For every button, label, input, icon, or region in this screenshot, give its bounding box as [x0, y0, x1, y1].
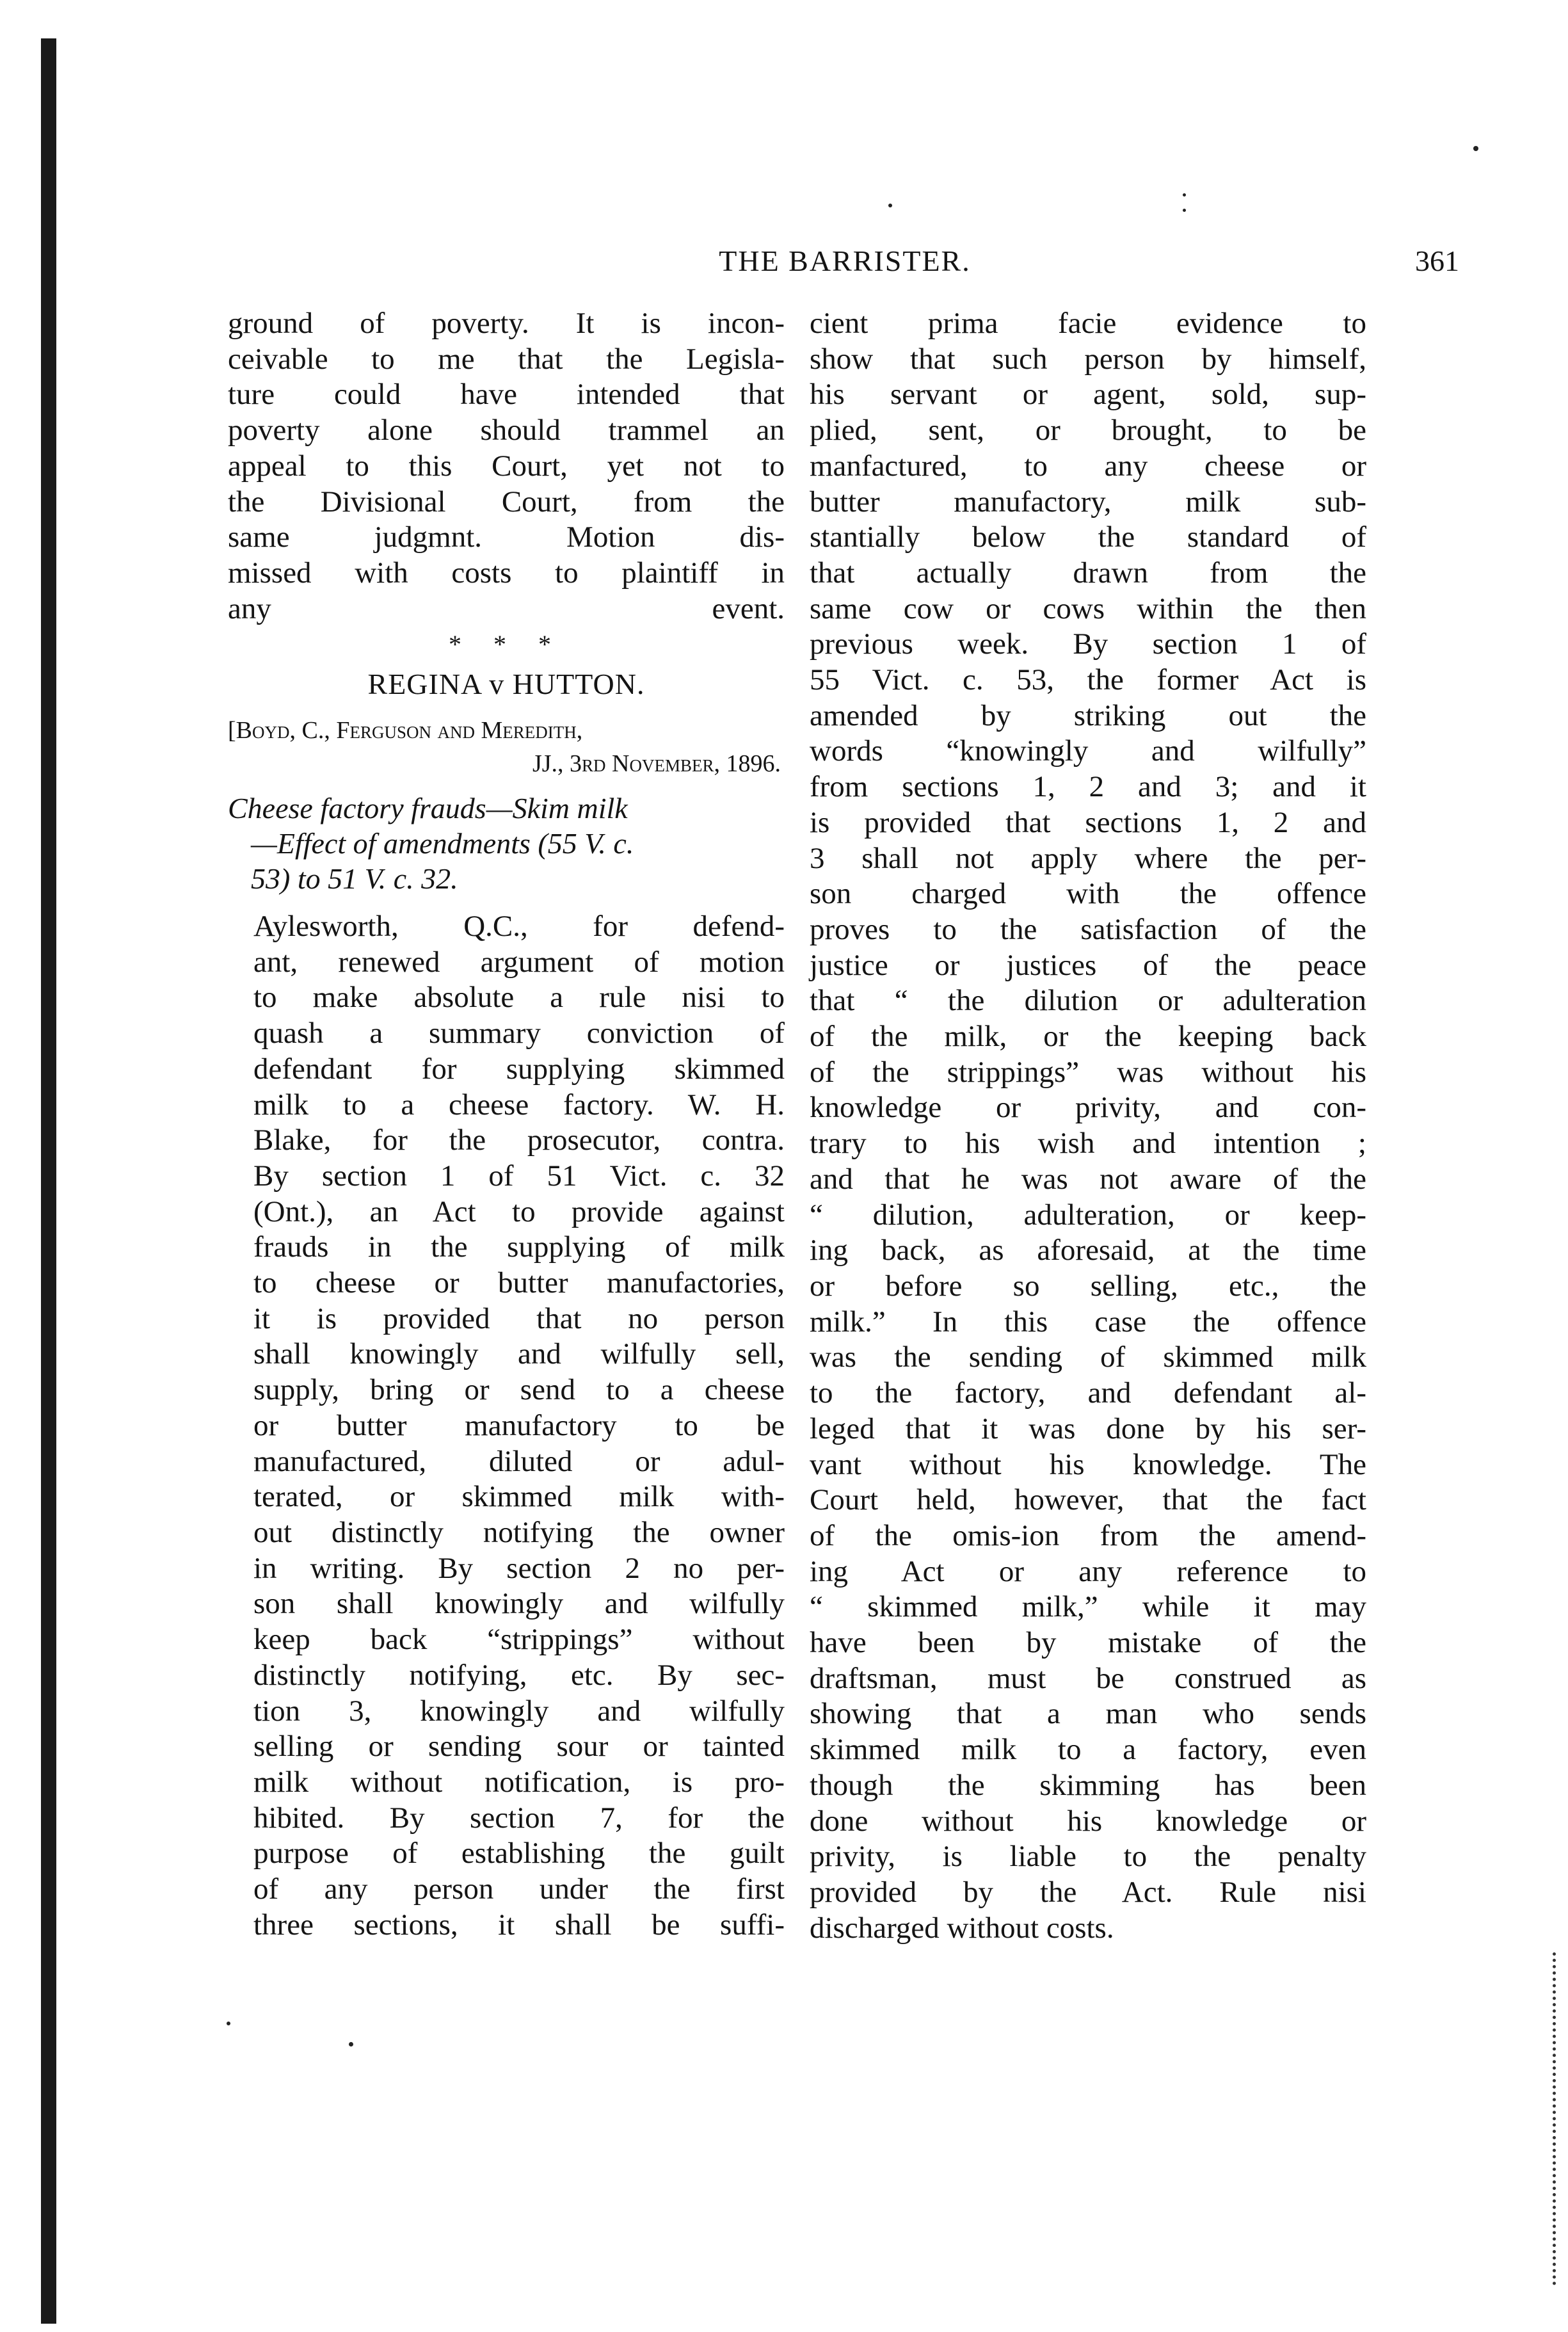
text-line: supply, bring or send to a cheese [253, 1373, 785, 1407]
text-line: 3 shall not apply where the per- [810, 841, 1366, 875]
text-line: and that he was not aware of the [810, 1162, 1366, 1196]
text-line: stantially below the standard of [810, 520, 1366, 554]
bench-line: [Boyd, C., Ferguson and Meredith, [228, 717, 583, 744]
text-line: showing that a man who sends [810, 1697, 1366, 1731]
text-line: to the factory, and defendant al- [810, 1376, 1366, 1410]
intro-paragraph [228, 306, 785, 627]
text-line: milk without notification, is pro- [253, 1765, 785, 1799]
text-line: poverty alone should trammel an [228, 414, 785, 447]
text-line: that “ the dilution or adulteration [810, 984, 1366, 1018]
text-line: tion 3, knowingly and wilfully [253, 1694, 785, 1728]
case-title: REGINA v HUTTON. [367, 668, 645, 701]
page-header [230, 236, 1459, 287]
text-line: Court held, however, that the fact [810, 1483, 1366, 1517]
text-line: same judgmnt. Motion dis- [228, 520, 785, 554]
text-line: Aylesworth, Q.C., for defend- [253, 910, 785, 944]
text-line: to cheese or butter manufactories, [253, 1266, 785, 1300]
text-line: purpose of establishing the guilt [253, 1837, 785, 1870]
text-line: ing back, as aforesaid, at the time [810, 1234, 1366, 1267]
text-line: leged that it was done by his ser- [810, 1411, 1366, 1445]
text-line: done without his knowledge or [810, 1804, 1366, 1838]
text-line: manfactured, to any cheese or [810, 449, 1366, 483]
ink-speck [888, 204, 892, 207]
text-line: same cow or cows within the then [810, 591, 1366, 625]
text-line: 55 Vict. c. 53, the former Act is [810, 663, 1366, 697]
text-line: keep back “strippings” without [253, 1623, 785, 1657]
text-line: missed with costs to plaintiff in [228, 556, 785, 590]
text-line: of the milk, or the keeping back [810, 1020, 1366, 1054]
headnote [228, 791, 785, 896]
text-line: defendant for supplying skimmed [253, 1052, 785, 1086]
text-line: of the omis-ion from the amend- [810, 1518, 1366, 1552]
continued-paragraph [810, 306, 1366, 1946]
text-line: previous week. By section 1 of [810, 627, 1366, 661]
section-separator: * * * [449, 630, 564, 659]
text-line: “ dilution, adulteration, or keep- [810, 1198, 1366, 1232]
text-line: to make absolute a rule nisi to [253, 981, 785, 1015]
text-line: words “knowingly and wilfully” [810, 734, 1366, 768]
text-line: or butter manufactory to be [253, 1408, 785, 1442]
text-line: was the sending of skimmed milk [810, 1340, 1366, 1374]
ink-speck [349, 2042, 353, 2047]
ink-speck [1183, 193, 1186, 197]
bench-citation [228, 714, 785, 780]
text-line: butter manufactory, milk sub- [810, 485, 1366, 519]
ink-speck [227, 2022, 230, 2025]
text-line: “ skimmed milk,” while it may [810, 1590, 1366, 1624]
text-line: quash a summary conviction of [253, 1017, 785, 1050]
text-line: trary to his wish and intention ; [810, 1127, 1366, 1161]
text-line: justice or justices of the peace [810, 948, 1366, 982]
text-line: of any person under the first [253, 1872, 785, 1906]
text-line: any event. [228, 591, 785, 625]
page-edge-marks [1553, 1952, 1559, 2285]
headnote-line: 53) to 51 V. c. 32. [251, 862, 458, 896]
text-line: out distinctly notifying the owner [253, 1515, 785, 1549]
text-line: of the strippings” was without his [810, 1055, 1366, 1089]
ink-speck [1183, 209, 1186, 212]
text-line: that actually drawn from the [810, 556, 1366, 590]
bench-line: JJ., 3rd November, 1896. [532, 750, 781, 778]
text-line: three sections, it shall be suffi- [253, 1908, 785, 1942]
text-line: skimmed milk to a factory, even [810, 1733, 1366, 1767]
text-line: milk.” In this case the offence [810, 1305, 1366, 1339]
text-line: plied, sent, or brought, to be [810, 414, 1366, 447]
text-line: ceivable to me that the Legisla- [228, 342, 785, 376]
page-gutter-shadow [41, 38, 56, 2324]
text-line: son charged with the offence [810, 877, 1366, 911]
text-line: his servant or agent, sold, sup- [810, 378, 1366, 412]
text-line: in writing. By section 2 no per- [253, 1551, 785, 1585]
ink-speck [1473, 146, 1478, 151]
case-body-paragraph [228, 909, 785, 1943]
text-line: Blake, for the prosecutor, contra. [253, 1123, 785, 1157]
text-line: By section 1 of 51 Vict. c. 32 [253, 1159, 785, 1193]
text-line: hibited. By section 7, for the [253, 1801, 785, 1835]
text-line: discharged without costs. [810, 1911, 1114, 1945]
text-line: ing Act or any reference to [810, 1554, 1366, 1588]
text-line: ground of poverty. It is incon- [228, 307, 785, 340]
text-line: ture could have intended that [228, 378, 785, 412]
text-line: selling or sending sour or tainted [253, 1730, 785, 1764]
text-line: provided by the Act. Rule nisi [810, 1875, 1366, 1909]
text-line: vant without his knowledge. The [810, 1447, 1366, 1481]
text-line: from sections 1, 2 and 3; and it [810, 770, 1366, 804]
headnote-line: Cheese factory frauds—Skim milk [228, 792, 628, 825]
text-line: shall knowingly and wilfully sell, [253, 1337, 785, 1371]
text-line: ant, renewed argument of motion [253, 945, 785, 979]
text-line: show that such person by himself, [810, 342, 1366, 376]
left-column [228, 306, 785, 1943]
right-column [810, 306, 1366, 1946]
text-line: is provided that sections 1, 2 and [810, 805, 1366, 839]
text-line: (Ont.), an Act to provide against [253, 1194, 785, 1228]
text-line: the Divisional Court, from the [228, 485, 785, 519]
text-line: terated, or skimmed milk with- [253, 1480, 785, 1514]
headnote-line: —Effect of amendments (55 V. c. [251, 827, 634, 860]
text-line: though the skimming has been [810, 1768, 1366, 1802]
text-line: son shall knowingly and wilfully [253, 1587, 785, 1621]
text-line: have been by mistake of the [810, 1626, 1366, 1660]
running-title: THE BARRISTER. [719, 245, 971, 277]
text-line: privity, is liable to the penalty [810, 1840, 1366, 1874]
text-line: draftsman, must be construed as [810, 1661, 1366, 1695]
text-line: appeal to this Court, yet not to [228, 449, 785, 483]
text-line: milk to a cheese factory. W. H. [253, 1088, 785, 1122]
text-line: knowledge or privity, and con- [810, 1091, 1366, 1125]
text-line: amended by striking out the [810, 698, 1366, 732]
text-line: distinctly notifying, etc. By sec- [253, 1658, 785, 1692]
text-line: it is provided that no person [253, 1301, 785, 1335]
text-line: proves to the satisfaction of the [810, 912, 1366, 946]
text-line: manufactured, diluted or adul- [253, 1444, 785, 1478]
text-line: or before so selling, etc., the [810, 1269, 1366, 1303]
text-line: frauds in the supplying of milk [253, 1230, 785, 1264]
page-number: 361 [1415, 245, 1459, 277]
text-line: cient prima facie evidence to [810, 307, 1366, 340]
